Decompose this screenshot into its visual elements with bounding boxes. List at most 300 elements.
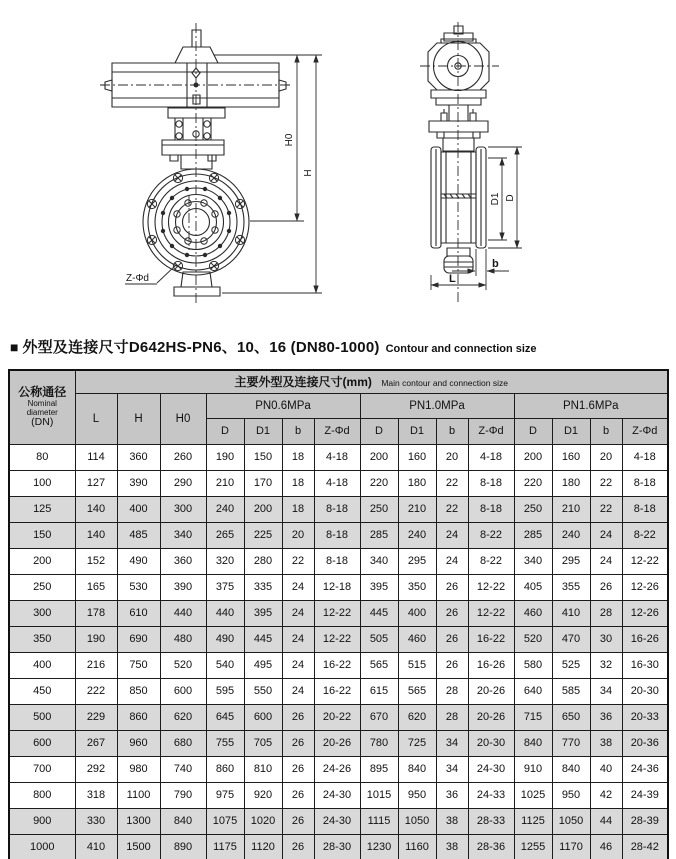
value-cell: 24 bbox=[282, 652, 314, 678]
value-cell: 20-30 bbox=[468, 730, 514, 756]
valve-side-view bbox=[420, 22, 522, 302]
value-cell: 178 bbox=[75, 600, 117, 626]
value-cell: 410 bbox=[75, 834, 117, 859]
value-cell: 640 bbox=[514, 678, 552, 704]
value-cell: 26 bbox=[282, 834, 314, 859]
value-cell: 615 bbox=[360, 678, 398, 704]
value-cell: 28-30 bbox=[314, 834, 360, 859]
table-row bbox=[9, 704, 668, 730]
value-cell: 240 bbox=[552, 522, 590, 548]
table-row bbox=[9, 600, 668, 626]
table-row bbox=[9, 470, 668, 496]
value-cell: 22 bbox=[282, 548, 314, 574]
value-cell: 16-30 bbox=[622, 652, 668, 678]
value-cell: 4-18 bbox=[314, 470, 360, 496]
sub-header-zphid: Z-Φd bbox=[468, 418, 514, 444]
value-cell: 445 bbox=[244, 626, 282, 652]
sub-header-b: b bbox=[590, 418, 622, 444]
sub-header-d: D bbox=[514, 418, 552, 444]
value-cell: 26 bbox=[590, 574, 622, 600]
value-cell: 620 bbox=[160, 704, 206, 730]
value-cell: 440 bbox=[206, 600, 244, 626]
value-cell: 12-22 bbox=[468, 574, 514, 600]
value-cell: 540 bbox=[206, 652, 244, 678]
value-cell: 26 bbox=[282, 730, 314, 756]
value-cell: 28-33 bbox=[468, 808, 514, 834]
dim-label-h0: H0 bbox=[284, 133, 295, 147]
value-cell: 22 bbox=[436, 496, 468, 522]
value-cell: 38 bbox=[436, 834, 468, 859]
group-header-pn10: PN1.0MPa bbox=[360, 393, 514, 418]
value-cell: 28-39 bbox=[622, 808, 668, 834]
value-cell: 1100 bbox=[117, 782, 160, 808]
value-cell: 860 bbox=[206, 756, 244, 782]
group-header-pn06: PN0.6MPa bbox=[206, 393, 360, 418]
table-row bbox=[9, 652, 668, 678]
sub-header-d1: D1 bbox=[244, 418, 282, 444]
value-cell: 38 bbox=[590, 730, 622, 756]
dn-cell: 100 bbox=[9, 470, 75, 496]
value-cell: 840 bbox=[160, 808, 206, 834]
dn-cell: 700 bbox=[9, 756, 75, 782]
table-row bbox=[9, 444, 668, 470]
value-cell: 24 bbox=[282, 574, 314, 600]
value-cell: 410 bbox=[552, 600, 590, 626]
value-cell: 600 bbox=[160, 678, 206, 704]
table-wrapper bbox=[8, 369, 669, 859]
value-cell: 620 bbox=[398, 704, 436, 730]
value-cell: 340 bbox=[160, 522, 206, 548]
value-cell: 22 bbox=[436, 470, 468, 496]
value-cell: 220 bbox=[360, 470, 398, 496]
main-header-zh: 主要外型及连接尺寸(mm) bbox=[234, 374, 372, 389]
value-cell: 525 bbox=[552, 652, 590, 678]
value-cell: 340 bbox=[514, 548, 552, 574]
value-cell: 12-22 bbox=[622, 548, 668, 574]
value-cell: 26 bbox=[282, 704, 314, 730]
value-cell: 705 bbox=[244, 730, 282, 756]
value-cell: 360 bbox=[117, 444, 160, 470]
valve-front-view bbox=[100, 23, 322, 303]
value-cell: 190 bbox=[206, 444, 244, 470]
value-cell: 290 bbox=[160, 470, 206, 496]
value-cell: 1015 bbox=[360, 782, 398, 808]
value-cell: 1050 bbox=[398, 808, 436, 834]
table-row bbox=[9, 808, 668, 834]
col-header-h: H bbox=[117, 393, 160, 444]
value-cell: 1175 bbox=[206, 834, 244, 859]
value-cell: 210 bbox=[552, 496, 590, 522]
col-header-l: L bbox=[75, 393, 117, 444]
sub-header-d: D bbox=[360, 418, 398, 444]
value-cell: 390 bbox=[117, 470, 160, 496]
value-cell: 216 bbox=[75, 652, 117, 678]
sub-header-b: b bbox=[282, 418, 314, 444]
title-bullet-icon: ■ bbox=[10, 338, 19, 355]
value-cell: 30 bbox=[590, 626, 622, 652]
value-cell: 350 bbox=[398, 574, 436, 600]
value-cell: 28 bbox=[436, 678, 468, 704]
value-cell: 445 bbox=[360, 600, 398, 626]
value-cell: 340 bbox=[360, 548, 398, 574]
table-row bbox=[9, 782, 668, 808]
value-cell: 24-26 bbox=[314, 756, 360, 782]
dn-cell: 1000 bbox=[9, 834, 75, 859]
value-cell: 24 bbox=[282, 626, 314, 652]
value-cell: 12-22 bbox=[314, 626, 360, 652]
value-cell: 180 bbox=[398, 470, 436, 496]
sub-header-zphid: Z-Φd bbox=[314, 418, 360, 444]
value-cell: 280 bbox=[244, 548, 282, 574]
dn-cell: 400 bbox=[9, 652, 75, 678]
value-cell: 300 bbox=[160, 496, 206, 522]
value-cell: 8-22 bbox=[468, 522, 514, 548]
value-cell: 1120 bbox=[244, 834, 282, 859]
value-cell: 850 bbox=[117, 678, 160, 704]
section-title-en: Contour and connection size bbox=[385, 343, 537, 355]
value-cell: 24-36 bbox=[622, 756, 668, 782]
value-cell: 250 bbox=[514, 496, 552, 522]
value-cell: 895 bbox=[360, 756, 398, 782]
value-cell: 515 bbox=[398, 652, 436, 678]
table-row bbox=[9, 522, 668, 548]
value-cell: 840 bbox=[514, 730, 552, 756]
value-cell: 690 bbox=[117, 626, 160, 652]
value-cell: 28-42 bbox=[622, 834, 668, 859]
value-cell: 267 bbox=[75, 730, 117, 756]
value-cell: 150 bbox=[244, 444, 282, 470]
corner-unit: (DN) bbox=[31, 416, 54, 429]
value-cell: 1025 bbox=[514, 782, 552, 808]
value-cell: 127 bbox=[75, 470, 117, 496]
corner-en: Nominal diameter bbox=[26, 399, 58, 417]
value-cell: 8-18 bbox=[468, 470, 514, 496]
value-cell: 520 bbox=[514, 626, 552, 652]
header-row-2 bbox=[9, 393, 668, 418]
value-cell: 16-22 bbox=[314, 652, 360, 678]
dn-cell: 125 bbox=[9, 496, 75, 522]
value-cell: 320 bbox=[206, 548, 244, 574]
value-cell: 36 bbox=[436, 782, 468, 808]
value-cell: 485 bbox=[117, 522, 160, 548]
value-cell: 20 bbox=[590, 444, 622, 470]
dim-label-d1: D1 bbox=[490, 192, 501, 206]
value-cell: 8-18 bbox=[468, 496, 514, 522]
main-header-en: Main contour and connection size bbox=[381, 377, 508, 388]
value-cell: 530 bbox=[117, 574, 160, 600]
value-cell: 595 bbox=[206, 678, 244, 704]
table-row bbox=[9, 626, 668, 652]
value-cell: 1160 bbox=[398, 834, 436, 859]
value-cell: 114 bbox=[75, 444, 117, 470]
value-cell: 585 bbox=[552, 678, 590, 704]
value-cell: 4-18 bbox=[314, 444, 360, 470]
value-cell: 860 bbox=[117, 704, 160, 730]
section-title-zh: 外型及连接尺寸D642HS-PN6、10、16 (DN80-1000) bbox=[22, 339, 380, 356]
value-cell: 24 bbox=[436, 522, 468, 548]
value-cell: 400 bbox=[398, 600, 436, 626]
value-cell: 360 bbox=[160, 548, 206, 574]
value-cell: 160 bbox=[552, 444, 590, 470]
value-cell: 200 bbox=[360, 444, 398, 470]
value-cell: 520 bbox=[160, 652, 206, 678]
value-cell: 1115 bbox=[360, 808, 398, 834]
table-row bbox=[9, 834, 668, 859]
value-cell: 20 bbox=[436, 444, 468, 470]
corner-zh: 公称通径 bbox=[18, 384, 67, 399]
value-cell: 12-26 bbox=[622, 600, 668, 626]
value-cell: 650 bbox=[552, 704, 590, 730]
value-cell: 840 bbox=[552, 756, 590, 782]
dn-cell: 600 bbox=[9, 730, 75, 756]
value-cell: 34 bbox=[590, 678, 622, 704]
table-row bbox=[9, 678, 668, 704]
value-cell: 770 bbox=[552, 730, 590, 756]
value-cell: 4-18 bbox=[468, 444, 514, 470]
value-cell: 210 bbox=[206, 470, 244, 496]
value-cell: 1300 bbox=[117, 808, 160, 834]
value-cell: 550 bbox=[244, 678, 282, 704]
value-cell: 20-22 bbox=[314, 704, 360, 730]
dim-label-b: b bbox=[492, 258, 499, 270]
value-cell: 20-33 bbox=[622, 704, 668, 730]
value-cell: 980 bbox=[117, 756, 160, 782]
value-cell: 375 bbox=[206, 574, 244, 600]
value-cell: 950 bbox=[398, 782, 436, 808]
value-cell: 8-18 bbox=[622, 470, 668, 496]
dimension-table bbox=[8, 369, 669, 859]
value-cell: 140 bbox=[75, 522, 117, 548]
value-cell: 42 bbox=[590, 782, 622, 808]
value-cell: 200 bbox=[514, 444, 552, 470]
value-cell: 740 bbox=[160, 756, 206, 782]
value-cell: 24 bbox=[590, 522, 622, 548]
value-cell: 44 bbox=[590, 808, 622, 834]
table-row bbox=[9, 730, 668, 756]
value-cell: 18 bbox=[282, 444, 314, 470]
value-cell: 355 bbox=[552, 574, 590, 600]
value-cell: 400 bbox=[117, 496, 160, 522]
value-cell: 8-18 bbox=[314, 522, 360, 548]
value-cell: 565 bbox=[360, 652, 398, 678]
value-cell: 318 bbox=[75, 782, 117, 808]
value-cell: 292 bbox=[75, 756, 117, 782]
value-cell: 840 bbox=[398, 756, 436, 782]
value-cell: 12-18 bbox=[314, 574, 360, 600]
value-cell: 18 bbox=[282, 470, 314, 496]
value-cell: 8-18 bbox=[314, 496, 360, 522]
value-cell: 1170 bbox=[552, 834, 590, 859]
col-header-h0: H0 bbox=[160, 393, 206, 444]
value-cell: 440 bbox=[160, 600, 206, 626]
value-cell: 285 bbox=[360, 522, 398, 548]
value-cell: 645 bbox=[206, 704, 244, 730]
value-cell: 1125 bbox=[514, 808, 552, 834]
sub-header-d: D bbox=[206, 418, 244, 444]
value-cell: 725 bbox=[398, 730, 436, 756]
value-cell: 46 bbox=[590, 834, 622, 859]
value-cell: 34 bbox=[436, 730, 468, 756]
value-cell: 26 bbox=[282, 782, 314, 808]
table-body bbox=[9, 444, 668, 859]
value-cell: 260 bbox=[160, 444, 206, 470]
table-row bbox=[9, 574, 668, 600]
value-cell: 680 bbox=[160, 730, 206, 756]
value-cell: 4-18 bbox=[622, 444, 668, 470]
value-cell: 395 bbox=[244, 600, 282, 626]
section-title bbox=[10, 336, 537, 357]
value-cell: 8-22 bbox=[622, 522, 668, 548]
value-cell: 38 bbox=[436, 808, 468, 834]
value-cell: 610 bbox=[117, 600, 160, 626]
bolt-holes-label: Z-Φd bbox=[126, 273, 149, 284]
value-cell: 405 bbox=[514, 574, 552, 600]
value-cell: 180 bbox=[552, 470, 590, 496]
value-cell: 152 bbox=[75, 548, 117, 574]
value-cell: 190 bbox=[75, 626, 117, 652]
value-cell: 16-26 bbox=[468, 652, 514, 678]
value-cell: 36 bbox=[590, 704, 622, 730]
value-cell: 1255 bbox=[514, 834, 552, 859]
value-cell: 750 bbox=[117, 652, 160, 678]
value-cell: 755 bbox=[206, 730, 244, 756]
value-cell: 20-26 bbox=[468, 678, 514, 704]
value-cell: 16-22 bbox=[314, 678, 360, 704]
value-cell: 40 bbox=[590, 756, 622, 782]
value-cell: 8-18 bbox=[622, 496, 668, 522]
value-cell: 20-26 bbox=[314, 730, 360, 756]
value-cell: 12-22 bbox=[314, 600, 360, 626]
value-cell: 26 bbox=[282, 756, 314, 782]
value-cell: 390 bbox=[160, 574, 206, 600]
dim-label-h: H bbox=[303, 169, 314, 177]
value-cell: 890 bbox=[160, 834, 206, 859]
value-cell: 1230 bbox=[360, 834, 398, 859]
sub-header-d1: D1 bbox=[398, 418, 436, 444]
value-cell: 200 bbox=[244, 496, 282, 522]
value-cell: 335 bbox=[244, 574, 282, 600]
value-cell: 220 bbox=[514, 470, 552, 496]
value-cell: 24-33 bbox=[468, 782, 514, 808]
value-cell: 24-30 bbox=[468, 756, 514, 782]
value-cell: 920 bbox=[244, 782, 282, 808]
value-cell: 160 bbox=[398, 444, 436, 470]
group-header-pn16: PN1.6MPa bbox=[514, 393, 668, 418]
table-row bbox=[9, 548, 668, 574]
table-row bbox=[9, 756, 668, 782]
value-cell: 480 bbox=[160, 626, 206, 652]
value-cell: 26 bbox=[436, 652, 468, 678]
value-cell: 28-36 bbox=[468, 834, 514, 859]
value-cell: 32 bbox=[590, 652, 622, 678]
value-cell: 250 bbox=[360, 496, 398, 522]
value-cell: 580 bbox=[514, 652, 552, 678]
dn-cell: 150 bbox=[9, 522, 75, 548]
value-cell: 1500 bbox=[117, 834, 160, 859]
value-cell: 490 bbox=[117, 548, 160, 574]
value-cell: 28 bbox=[436, 704, 468, 730]
value-cell: 490 bbox=[206, 626, 244, 652]
value-cell: 229 bbox=[75, 704, 117, 730]
value-cell: 395 bbox=[360, 574, 398, 600]
corner-header bbox=[9, 370, 75, 444]
dn-cell: 350 bbox=[9, 626, 75, 652]
value-cell: 210 bbox=[398, 496, 436, 522]
technical-drawing bbox=[0, 0, 676, 332]
table-row bbox=[9, 496, 668, 522]
dn-cell: 800 bbox=[9, 782, 75, 808]
value-cell: 670 bbox=[360, 704, 398, 730]
value-cell: 170 bbox=[244, 470, 282, 496]
value-cell: 20 bbox=[282, 522, 314, 548]
value-cell: 26 bbox=[436, 626, 468, 652]
value-cell: 460 bbox=[398, 626, 436, 652]
sub-header-d1: D1 bbox=[552, 418, 590, 444]
value-cell: 1050 bbox=[552, 808, 590, 834]
value-cell: 565 bbox=[398, 678, 436, 704]
value-cell: 470 bbox=[552, 626, 590, 652]
value-cell: 505 bbox=[360, 626, 398, 652]
dn-cell: 250 bbox=[9, 574, 75, 600]
value-cell: 26 bbox=[436, 574, 468, 600]
value-cell: 295 bbox=[552, 548, 590, 574]
value-cell: 16-22 bbox=[468, 626, 514, 652]
value-cell: 16-26 bbox=[622, 626, 668, 652]
value-cell: 24-39 bbox=[622, 782, 668, 808]
value-cell: 240 bbox=[206, 496, 244, 522]
value-cell: 24 bbox=[436, 548, 468, 574]
dim-label-l: L bbox=[449, 273, 456, 285]
main-header bbox=[75, 370, 668, 393]
dn-cell: 500 bbox=[9, 704, 75, 730]
value-cell: 790 bbox=[160, 782, 206, 808]
value-cell: 910 bbox=[514, 756, 552, 782]
value-cell: 225 bbox=[244, 522, 282, 548]
header-row-1 bbox=[9, 370, 668, 393]
value-cell: 960 bbox=[117, 730, 160, 756]
value-cell: 1075 bbox=[206, 808, 244, 834]
value-cell: 950 bbox=[552, 782, 590, 808]
value-cell: 18 bbox=[282, 496, 314, 522]
value-cell: 780 bbox=[360, 730, 398, 756]
value-cell: 28 bbox=[590, 600, 622, 626]
value-cell: 140 bbox=[75, 496, 117, 522]
dn-cell: 450 bbox=[9, 678, 75, 704]
value-cell: 26 bbox=[282, 808, 314, 834]
table-header bbox=[9, 370, 668, 444]
dn-cell: 80 bbox=[9, 444, 75, 470]
value-cell: 22 bbox=[590, 496, 622, 522]
value-cell: 20-36 bbox=[622, 730, 668, 756]
dn-cell: 900 bbox=[9, 808, 75, 834]
value-cell: 22 bbox=[590, 470, 622, 496]
value-cell: 222 bbox=[75, 678, 117, 704]
value-cell: 20-30 bbox=[622, 678, 668, 704]
value-cell: 715 bbox=[514, 704, 552, 730]
value-cell: 975 bbox=[206, 782, 244, 808]
value-cell: 24 bbox=[590, 548, 622, 574]
dn-cell: 200 bbox=[9, 548, 75, 574]
value-cell: 8-22 bbox=[468, 548, 514, 574]
value-cell: 26 bbox=[436, 600, 468, 626]
sub-header-b: b bbox=[436, 418, 468, 444]
sub-header-zphid: Z-Φd bbox=[622, 418, 668, 444]
value-cell: 12-26 bbox=[622, 574, 668, 600]
value-cell: 295 bbox=[398, 548, 436, 574]
value-cell: 12-22 bbox=[468, 600, 514, 626]
value-cell: 460 bbox=[514, 600, 552, 626]
value-cell: 600 bbox=[244, 704, 282, 730]
